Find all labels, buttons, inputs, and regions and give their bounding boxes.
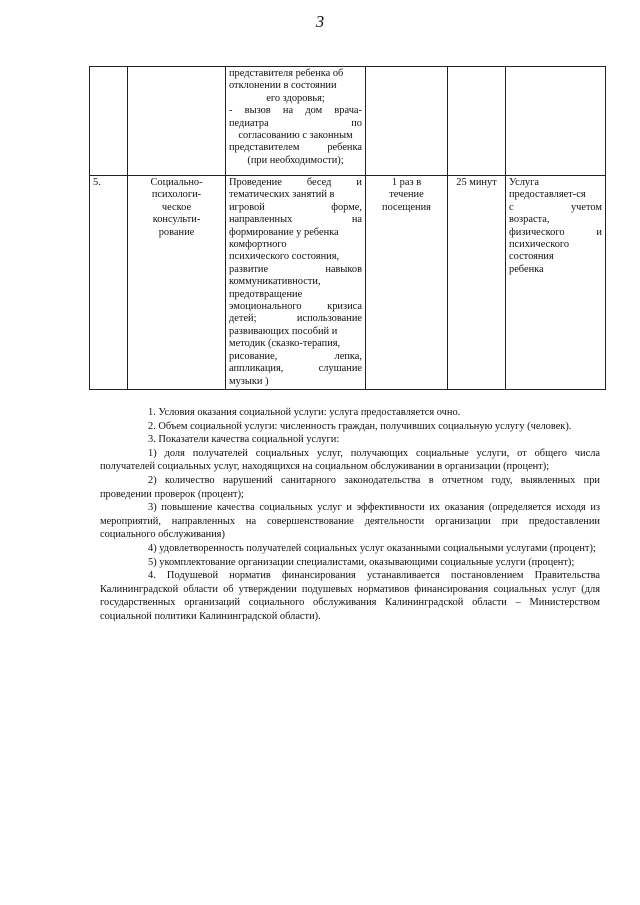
paragraph-indicator-1: 1) доля получателей социальных услуг, получающих социальные услуги, от общего числа получателей социальных услуг, находящихся на социальном обслуживании в организации (процент);: [100, 447, 600, 473]
paragraph-indicator-3: 3) повышение качества социальных услуг и эффективности их оказания (определяется исходя из мероприятий, направленных на совершенствование деятельности организации при предоставлении социального обслуживания): [100, 502, 600, 541]
content-line: детей; использование: [229, 313, 362, 325]
paragraph-indicator-2: 2) количество нарушений санитарного законодательства в отчетном году, выявленных при проведении проверок (процент);: [100, 474, 600, 500]
service-name-line: психологи-: [151, 189, 202, 201]
service-name-line: Социально-: [150, 177, 203, 188]
services-table: [89, 66, 606, 390]
content-line: коммуникативности,: [229, 276, 321, 288]
conditions-line: предоставляет-ся: [509, 189, 586, 201]
conditions-line: Услуга: [509, 177, 539, 188]
cell-frequency: [366, 67, 448, 176]
cell-duration: [448, 67, 506, 176]
content-line: направленных на: [229, 214, 362, 226]
paragraph-service-conditions: 1. Условия оказания социальной услуги: услуга предоставляется очно.: [148, 407, 461, 418]
cell-number: [90, 67, 128, 176]
content-line: - вызов на дом врача-: [229, 105, 362, 117]
cell-duration: 25 минут: [448, 176, 506, 390]
content-line: методик (сказко-терапия,: [229, 338, 341, 350]
content-line: развивающих пособий и: [229, 325, 338, 337]
service-name-line: рование: [158, 226, 195, 238]
frequency-line: посещения: [382, 201, 431, 213]
cell-service-content: [226, 67, 366, 176]
paragraph-indicator-4: 4) удовлетворенность получателей социальных услуг оказанными социальными услугами (процент);: [148, 542, 596, 554]
content-line: эмоционального кризиса: [229, 301, 362, 313]
content-line: его здоровья;: [266, 92, 325, 104]
content-line: отклонении в состоянии: [229, 80, 337, 92]
cell-conditions: [506, 176, 606, 390]
content-line: Проведение бесед и: [229, 177, 362, 188]
conditions-line: психического: [509, 239, 570, 251]
cell-number: 5.: [90, 176, 128, 390]
conditions-line: ребенка: [509, 263, 544, 275]
content-line: представителя ребенка об: [229, 68, 344, 79]
table-row-continuation: [90, 67, 606, 176]
cell-conditions: [506, 67, 606, 176]
paragraph-financing-norm: 4. Подушевой норматив финансирования устанавливается постановлением Правительства Калининградской области об утверждении подушевых нормативов финансирования социальных услуг (для государственных организаций социального обслуживания Калининградской области – Министерством социальной политики Калининградской области).: [100, 570, 600, 622]
conditions-line: возраста,: [509, 214, 550, 226]
cell-service-name: [128, 176, 226, 390]
table-row-5: [90, 176, 606, 390]
cell-frequency: [366, 176, 448, 390]
content-line: аппликация, слушание: [229, 363, 362, 375]
frequency-line: 1 раз в: [391, 177, 422, 188]
content-line: рисование, лепка,: [229, 350, 362, 362]
paragraph-service-volume: 2. Объем социальной услуги: численность граждан, получивших социальную услугу (человек).: [148, 420, 572, 432]
paragraph-indicator-5: 5) укомплектование организации специалистами, оказывающими социальные услуги (процент);: [148, 556, 575, 568]
cell-service-content: [226, 176, 366, 390]
content-line: психического состояния,: [229, 251, 340, 263]
cell-service-name: [128, 67, 226, 176]
service-name-line: консульти-: [152, 214, 201, 226]
content-line: развитие навыков: [229, 263, 362, 275]
conditions-line: с учетом: [509, 201, 602, 213]
service-name-line: ческое: [161, 201, 192, 213]
conditions-line: состояния: [509, 251, 554, 263]
content-line: предотвращение: [229, 288, 303, 300]
paragraph-quality-indicators: 3. Показатели качества социальной услуги:: [148, 434, 340, 446]
content-line: представителем ребенка: [229, 142, 362, 154]
frequency-line: течение: [389, 189, 424, 201]
content-line: игровой форме,: [229, 201, 362, 213]
content-line: (при необходимости);: [247, 154, 344, 166]
content-line: согласованию с законным: [238, 130, 353, 142]
content-line: формирование у ребенка: [229, 226, 339, 238]
content-line: музыки ): [229, 375, 269, 387]
content-line: комфортного: [229, 239, 287, 251]
content-line: педиатра по: [229, 117, 362, 129]
document-body: [100, 406, 600, 624]
content-line: тематических занятий в: [229, 189, 335, 201]
page-number: 3: [315, 12, 325, 31]
conditions-line: физического и: [509, 226, 602, 238]
